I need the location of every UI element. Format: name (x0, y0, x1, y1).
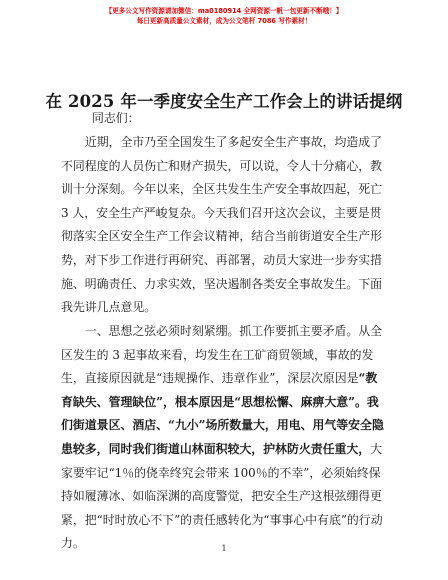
greeting: 同志们： (92, 111, 140, 125)
paragraph-2-part-a: 一、思想之弦必须时刻紧绷。抓工作要抓主要矛盾。从全区发生的 3 起事故来看，均发生在工矿商贸领域，事故的发生，直接原因就是“违规操作、违章作业”，深层次原因是 (61, 324, 383, 386)
banner-line-2: 每日更新高质量公文素材，成为公文笔杆 7086 写作素材！ (136, 17, 312, 25)
page-number: 1 (221, 544, 227, 553)
paragraph-2-bold-1: “教育缺失、管理缺位”，根本原因是“思想松懈、麻痹大意”。 (61, 371, 378, 409)
paragraph-2-part-c: 我们街道景区、酒店、“九小”场所数量大，用电、用气等安全隐患较多，同时我们街道山林面积较大， (61, 394, 384, 456)
document-title: 在 2025 年一季度安全生产工作会上的讲话提纲 (45, 92, 403, 111)
banner-line-1: 【更多公文写作资源请加微信：ma0180914 全网资源一帆一包更新不断哦！】 (105, 7, 343, 15)
paragraph-1: 近期，全市乃至全国发生了多起安全生产事故，均造成了不同程度的人员伤亡和财产损失，可以说，令人十分痛心，教训十分深刻。今年以来，全区共发生生产安全事故四起，死亡 3 人，安全生产严峻复杂。今天我们召开这次会议，主要是贯彻落实全区安全生产工作会议精神，结合当前街道安全生产形势，对下步工作进行再研究、再部署，动员大家进一步夯实措施、明确责任、力求实效，坚决遏制各类安全事故发生。下面我先讲几点意见。 (61, 135, 383, 315)
paragraph-2 (61, 320, 388, 556)
paragraph-2-bold-2: 护林防火责任重大， (263, 441, 371, 456)
paragraph-2-part-d: 大家要牢记“1％的侥幸终究会带来 100％的不幸”，必须始终保持如履薄冰、如临深渊的高度警觉，把安全生产这根弦绷得更紧，把“时时放心不下”的责任感转化为“事事心中有底”的行动力。 (61, 441, 383, 551)
